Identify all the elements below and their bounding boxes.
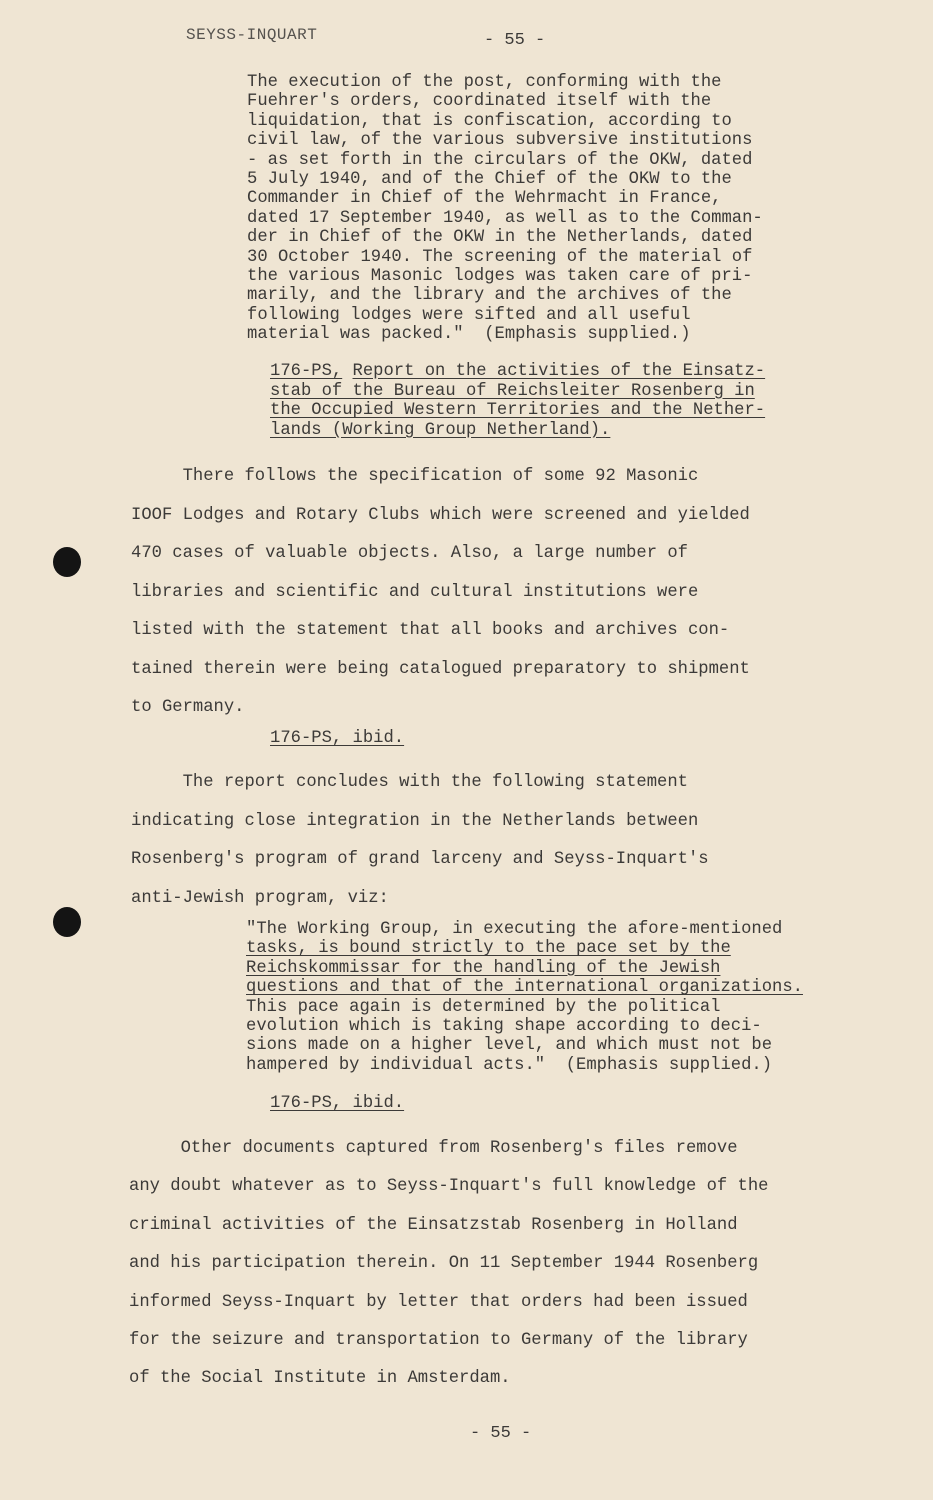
quotation-okw-circulars: [247, 73, 763, 345]
page-number-top: - 55 -: [484, 31, 546, 50]
text-line: listed with the statement that all books and archives con-: [131, 621, 730, 640]
text-line: Rosenberg's program of grand larceny and Seyss-Inquart's: [131, 850, 709, 870]
quote-line: material was packed." (Emphasis supplied.): [247, 325, 691, 345]
citation-ibid: 176-PS, ibid.: [270, 729, 405, 748]
reference-title-line: Report on the activities of the Einsatz-: [352, 362, 766, 381]
text-line: There follows the specification of some 92 Masonic: [131, 467, 699, 486]
quote-line: Commander in Chief of the Wehrmacht in France,: [247, 189, 722, 209]
quote-line: sions made on a higher level, and which must not be: [246, 1036, 773, 1056]
punch-hole: [53, 907, 81, 937]
quote-line: questions and that of the international organizations.: [246, 978, 803, 998]
reference-title-line: lands (Working Group Netherland).: [270, 420, 611, 440]
reference-code: 176-PS,: [270, 362, 343, 381]
running-title: SEYSS-INQUART: [186, 26, 318, 44]
quote-line: 30 October 1940. The screening of the material of: [247, 247, 753, 267]
text-line: for the seizure and transportation to Germany of the library: [129, 1331, 748, 1351]
quote-line: der in Chief of the OKW in the Netherlands, dated: [247, 228, 753, 248]
reference-title-line: stab of the Bureau of Reichsleiter Rosenberg in: [270, 381, 755, 401]
quote-line: "The Working Group, in executing the afore-mentioned: [246, 920, 783, 939]
text-line: IOOF Lodges and Rotary Clubs which were screened and yielded: [131, 505, 750, 525]
text-line: and his participation therein. On 11 September 1944 Rosenberg: [129, 1254, 759, 1274]
quote-line: - as set forth in the circulars of the OKW, dated: [247, 150, 753, 170]
text-line: criminal activities of the Einsatzstab Rosenberg in Holland: [129, 1215, 738, 1235]
text-line: informed Seyss-Inquart by letter that orders had been issued: [129, 1292, 748, 1312]
quote-line: hampered by individual acts." (Emphasis supplied.): [246, 1055, 773, 1075]
quote-line: Fuehrer's orders, coordinated itself with the: [247, 92, 712, 112]
page-number-bottom: - 55 -: [470, 1424, 532, 1443]
text-line: libraries and scientific and cultural institutions were: [131, 582, 699, 602]
text-line: of the Social Institute in Amsterdam.: [129, 1369, 511, 1389]
text-line: tained therein were being catalogued preparatory to shipment: [131, 659, 750, 679]
text-line: to Germany.: [131, 698, 245, 717]
reference-title-line: the Occupied Western Territories and the Nether-: [270, 401, 766, 421]
quote-line: following lodges were sifted and all useful: [247, 305, 691, 325]
quote-line: This pace again is determined by the political: [246, 997, 721, 1017]
quote-line: civil law, of the various subversive institutions: [247, 131, 753, 151]
punch-hole: [53, 547, 81, 577]
citation-ibid: 176-PS, ibid.: [270, 1094, 405, 1113]
paragraph-masonic-lodges: [131, 458, 750, 728]
quotation-working-group: [246, 920, 803, 1075]
reference-176-ps: [270, 362, 765, 440]
quote-line: 5 July 1940, and of the Chief of the OKW to the: [247, 170, 732, 190]
text-line: Other documents captured from Rosenberg's files remove: [129, 1139, 738, 1158]
quote-line: tasks, is bound strictly to the pace set by the: [246, 939, 731, 959]
text-line: any doubt whatever as to Seyss-Inquart's full knowledge of the: [129, 1177, 769, 1197]
text-line: The report concludes with the following statement: [131, 773, 688, 792]
paragraph-report-conclusion: [131, 764, 709, 918]
text-line: anti-Jewish program, viz:: [131, 888, 389, 908]
quote-line: liquidation, that is confiscation, according to: [247, 111, 732, 131]
quote-line: evolution which is taking shape according to deci-: [246, 1017, 762, 1037]
quote-line: dated 17 September 1940, as well as to the Comman-: [247, 208, 763, 228]
quote-line: The execution of the post, conforming with the: [247, 73, 722, 92]
quote-line: Reichskommissar for the handling of the Jewish: [246, 958, 721, 978]
quote-line: the various Masonic lodges was taken care of pri-: [247, 267, 753, 287]
quote-line: marily, and the library and the archives of the: [247, 286, 732, 306]
paragraph-rosenberg-files: [129, 1130, 768, 1399]
text-line: indicating close integration in the Netherlands between: [131, 811, 699, 831]
text-line: 470 cases of valuable objects. Also, a large number of: [131, 544, 688, 563]
